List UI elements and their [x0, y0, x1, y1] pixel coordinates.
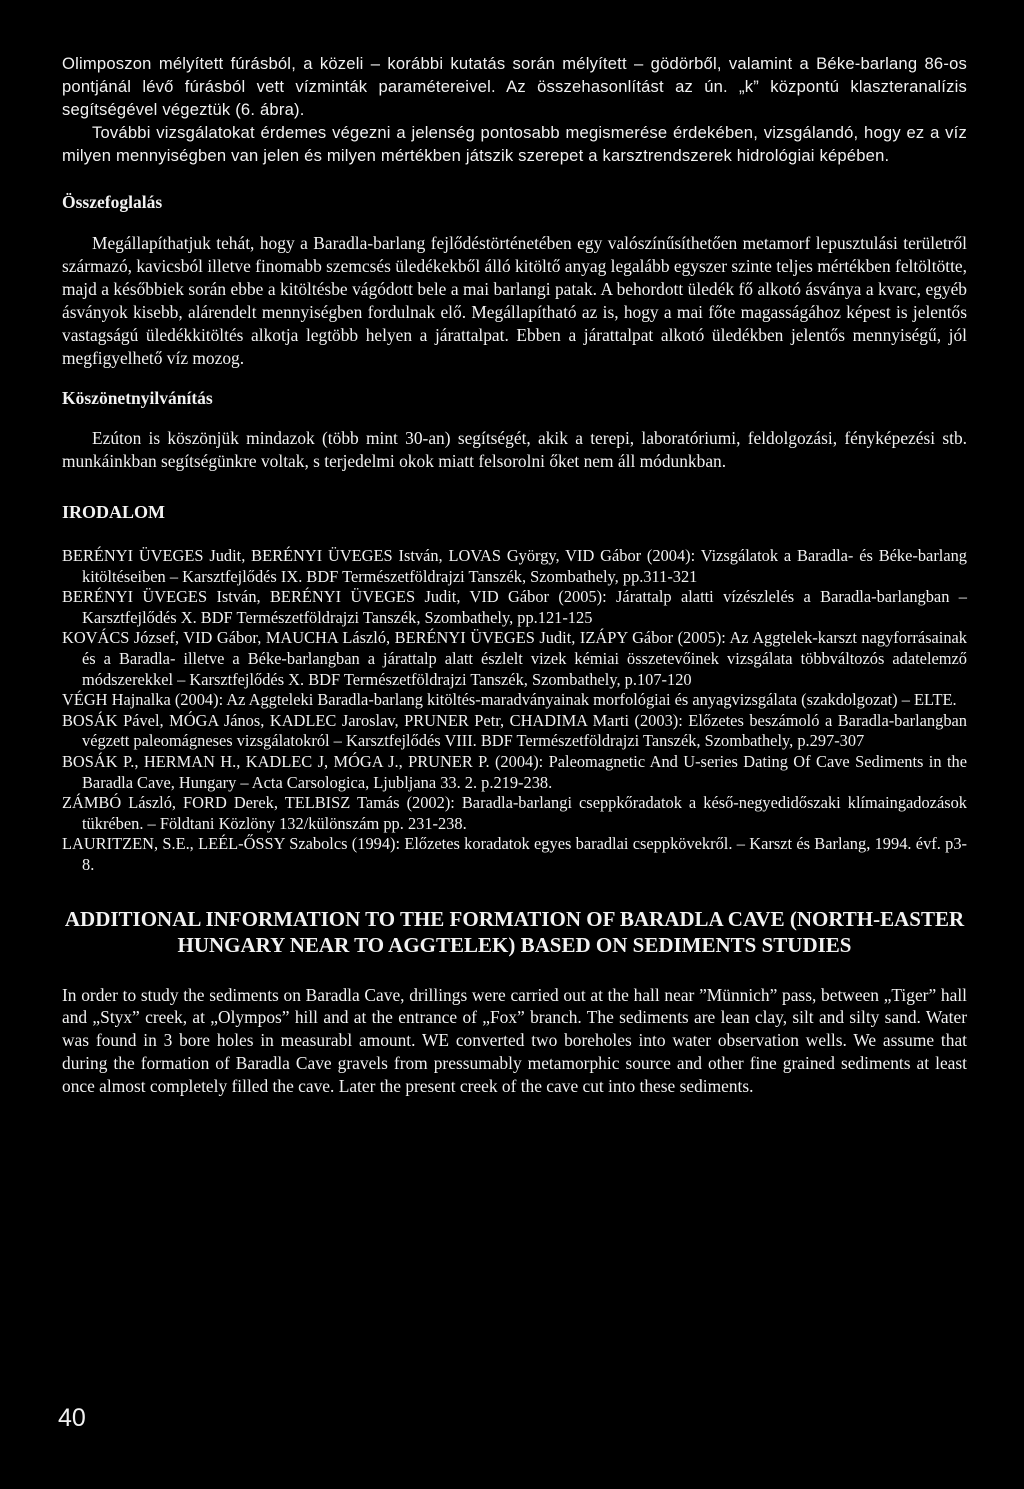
english-summary-title: ADDITIONAL INFORMATION TO THE FORMATION OF BARADLA CAVE (NORTH-EASTER HUNGARY NEAR TO AGGTELEK) BASED ON SEDIMENTS STUDIES [64, 906, 965, 957]
acknowledgements-paragraph: Ezúton is köszönjük mindazok (több mint 30-an) segítségét, akik a terepi, laboratóriumi, feldolgozási, fényképezési stb. munkáinkban segítségünkre voltak, s terjedelmi okok miatt felsorolni őket nem áll módunkban. [62, 428, 967, 471]
literature-heading: IRODALOM [62, 502, 165, 522]
reference-item: LAURITZEN, S.E., LEÉL-ŐSSY Szabolcs (1994): Előzetes koradatok egyes baradlai cseppkövekről. – Karszt és Barlang, 1994. évf. p3-8. [62, 834, 967, 874]
reference-list [62, 546, 967, 876]
reference-item: BOSÁK P., HERMAN H., KADLEC J, MÓGA J., PRUNER P. (2004): Paleomagnetic And U-series Dating Of Cave Sediments in the Baradla Cave, Hungary – Acta Carsologica, Ljubljana 33. 2. p.219-238. [62, 751, 967, 792]
page-number: 40 [58, 1404, 86, 1432]
intro-paragraph-2: További vizsgálatokat érdemes végezni a jelenség pontosabb megismerése érdekében, vizsgálandó, hogy ez a víz milyen mennyiségben van jelen és milyen mértékben játszik szerepet a karsztrendszerek hidrológiai képében. [62, 123, 967, 165]
reference-item: KOVÁCS József, VID Gábor, MAUCHA László, BERÉNYI ÜVEGES Judit, IZÁPY Gábor (2005): Az Aggtelek-karszt nagyforrásainak és a Baradla- illetve a Béke-barlangban a járattalp alatt észlelt vizek kémiai összetevőinek vizsgálata többváltozós adatelemző módszerekkel – Karsztfejlődés X. BDF Természetföldrajzi Tanszék, Szombathely, p.107-120 [62, 628, 967, 689]
english-summary-paragraph: In order to study the sediments on Baradla Cave, drillings were carried out at the hall near ”Münnich” pass, between „Tiger” hall and „Styx” creek, at „Olympos” hill and at the entrance of „Fox” branch. The sediments are lean clay, silt and silty sand. Water was found in 3 bore holes in measurabl amount. WE converted two boreholes into water observation wells. We assume that during the formation of Baradla Cave gravels from pressumably metamorphic source and other fine grained sediments at least once almost completely filled the cave. Later the present creek of the cave cut into these sediments. [62, 984, 967, 1096]
summary-heading: Összefoglalás [62, 192, 163, 212]
reference-item: ZÁMBÓ László, FORD Derek, TELBISZ Tamás (2002): Baradla-barlangi cseppkőradatok a késő-negyedidőszaki klímaingadozások tükrében. – Földtani Közlöny 132/különszám pp. 231-238. [62, 793, 967, 833]
reference-item: VÉGH Hajnalka (2004): Az Aggteleki Baradla-barlang kitöltés-maradványainak morfológiai és anyagvizsgálata (szakdolgozat) – ELTE. [62, 690, 957, 710]
reference-item: BERÉNYI ÜVEGES István, BERÉNYI ÜVEGES Judit, VID Gábor (2005): Járattalp alatti vízészlelés a Baradla-barlangban – Karsztfejlődés X. BDF Természetföldrajzi Tanszék, Szombathely, pp.121-125 [62, 587, 967, 627]
intro-paragraph-1: Olimposzon mélyített fúrásból, a közeli – korábbi kutatás során mélyített – gödörből, valamint a Béke-barlang 86-os pontjánál lévő fúrásból vett vízminták paramétereivel. Az összehasonlítást az ún. „k” központú klaszteranalízis segítségével végeztük (6. ábra). [62, 54, 967, 119]
reference-item: BOSÁK Pável, MÓGA János, KADLEC Jaroslav, PRUNER Petr, CHADIMA Marti (2003): Előzetes beszámoló a Baradla-barlangban végzett paleomágneses vizsgálatokról – Karsztfejlődés VIII. BDF Természetföldrajzi Tanszék, Szombathely, p.297-307 [62, 710, 967, 751]
acknowledgements-heading: Köszönetnyilvánítás [62, 388, 213, 408]
summary-paragraph: Megállapíthatjuk tehát, hogy a Baradla-barlang fejlődéstörténetében egy valószínűsíthetően metamorf lepusztulási területről származó, kavicsból illetve finomabb szemcsés üledékekből álló kitöltő anyag legalább egyszer szinte teljes mértékben feltöltötte, majd a későbbiek során ebbe a kitöltésbe vágódott bele a mai barlangi patak. A behordott üledék fő alkotó ásványa a kvarc, egyéb ásványok kisebb, alárendelt mennyiségben fordulnak elő. Megállapítható az is, hogy a mai főte magasságához képest is jelentős vastagságú üledékkitöltés alkotja legtöbb helyen a járattalpat. Ebben a járattalpat alkotó üledékben jelentős mennyiségű, jól megfigyelhető víz mozog. [62, 233, 967, 368]
reference-item: BERÉNYI ÜVEGES Judit, BERÉNYI ÜVEGES István, LOVAS György, VID Gábor (2004): Vizsgálatok a Baradla- és Béke-barlang kitöltéseiben – Karsztfejlődés IX. BDF Természetföldrajzi Tanszék, Szombathely, pp.311-321 [62, 546, 967, 586]
page-content [62, 52, 967, 1097]
